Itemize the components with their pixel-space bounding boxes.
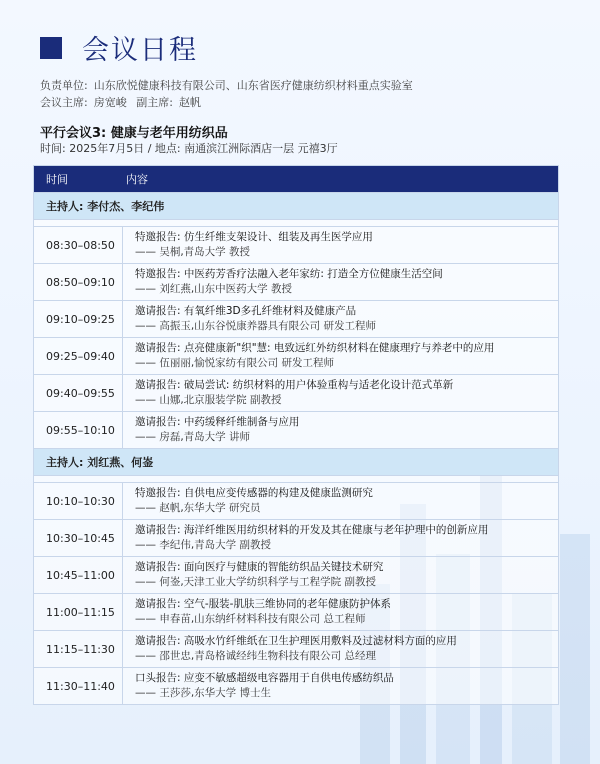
row-topic: 特邀报告: 自供电应变传感器的构建及健康监测研究: [135, 487, 373, 499]
title-square-icon: [40, 37, 62, 59]
row-speaker: —— 邵世忠,青岛格诚经纬生物科技有限公司 总经理: [135, 650, 377, 662]
schedule-table: [33, 165, 559, 705]
table-row: [34, 411, 558, 448]
row-speaker: —— 王莎莎,东华大学 博士生: [135, 687, 272, 699]
row-topic: 邀请报告: 空气-服装-肌肤三维协同的老年健康防护体系: [135, 598, 391, 610]
row-topic: 邀请报告: 面向医疗与健康的智能纺织品关键技术研究: [135, 561, 384, 573]
table-row: [34, 519, 558, 556]
chair-line: [40, 94, 419, 111]
row-time: 09:10–09:25: [34, 301, 123, 337]
row-speaker: —— 刘红燕,山东中医药大学 教授: [135, 283, 293, 295]
spacer: [34, 219, 558, 226]
row-speaker: —— 何崟,天津工业大学纺织科学与工程学院 副教授: [135, 576, 377, 588]
table-header: [34, 166, 558, 192]
row-content: [123, 523, 488, 553]
row-content: [123, 230, 373, 260]
row-time: 11:15–11:30: [34, 631, 123, 667]
table-row: [34, 226, 558, 263]
row-time: 09:25–09:40: [34, 338, 123, 374]
table-row: [34, 482, 558, 519]
row-time: 10:45–11:00: [34, 557, 123, 593]
session-title: 平行会议3: 健康与老年用纺织品: [40, 126, 228, 141]
chair-label: 会议主席:: [40, 96, 88, 109]
row-time: 08:30–08:50: [34, 227, 123, 263]
row-content: [123, 634, 457, 664]
row-content: [123, 415, 299, 445]
chair-value: 房宽峻: [93, 96, 127, 109]
row-topic: 邀请报告: 破局尝试: 纺织材料的用户体验重构与适老化设计范式革新: [135, 379, 454, 391]
table-row: [34, 593, 558, 630]
host-row-2: 主持人: 刘红燕、何崟: [34, 448, 558, 475]
row-content: [123, 486, 373, 516]
table-row: [34, 337, 558, 374]
row-time: 10:30–10:45: [34, 520, 123, 556]
vice-chair-label: 副主席:: [136, 96, 173, 109]
page-header: [40, 28, 198, 67]
row-content: [123, 560, 383, 590]
row-time: 09:55–10:10: [34, 412, 123, 448]
session-info: 时间: 2025年7月5日 / 地点: 南通滨江洲际酒店一层 元禧3厅: [40, 142, 338, 155]
col-time-header: 时间: [46, 173, 68, 186]
row-time: 08:50–09:10: [34, 264, 123, 300]
row-topic: 邀请报告: 高吸水竹纤维纸在卫生护理医用敷料及过滤材料方面的应用: [135, 635, 457, 647]
organizer-value: 山东欣悦健康科技有限公司、山东省医疗健康纺织材料重点实验室: [93, 79, 413, 92]
row-content: [123, 378, 453, 408]
row-time: 11:00–11:15: [34, 594, 123, 630]
row-time: 11:30–11:40: [34, 668, 123, 704]
row-topic: 邀请报告: 有氧纤维3D多孔纤维材料及健康产品: [135, 305, 357, 317]
row-speaker: —— 李纪伟,青岛大学 副教授: [135, 539, 272, 551]
row-content: [123, 597, 391, 627]
row-speaker: —— 高振玉,山东谷悦康养器具有限公司 研发工程师: [135, 320, 377, 332]
row-topic: 口头报告: 应变不敏感超级电容器用于自供电传感纺织品: [135, 672, 394, 684]
row-content: [123, 671, 394, 701]
table-row: [34, 556, 558, 593]
table-row: [34, 263, 558, 300]
table-row: [34, 300, 558, 337]
row-time: 09:40–09:55: [34, 375, 123, 411]
row-topic: 邀请报告: 点亮健康新"织"慧: 电致远红外纺织材料在健康理疗与养老中的应用: [135, 342, 495, 354]
row-speaker: —— 申春苗,山东纳纤材料科技有限公司 总工程师: [135, 613, 366, 625]
spacer: [34, 475, 558, 482]
row-speaker: —— 吴桐,青岛大学 教授: [135, 246, 251, 258]
organizer-label: 负责单位:: [40, 79, 88, 92]
vice-chair-value: 赵帆: [178, 96, 201, 109]
row-topic: 特邀报告: 中医药芳香疗法融入老年家纺: 打造全方位健康生活空间: [135, 268, 443, 280]
row-speaker: —— 伍丽丽,愉悦家纺有限公司 研发工程师: [135, 357, 335, 369]
row-speaker: —— 房磊,青岛大学 讲师: [135, 431, 251, 443]
meeting-meta: [40, 77, 419, 111]
row-topic: 特邀报告: 仿生纤维支架设计、组装及再生医学应用: [135, 231, 373, 243]
row-speaker: —— 赵帆,东华大学 研究员: [135, 502, 261, 514]
row-topic: 邀请报告: 海洋纤维医用纺织材料的开发及其在健康与老年护理中的创新应用: [135, 524, 489, 536]
col-content-header: 内容: [126, 173, 148, 186]
row-topic: 邀请报告: 中药缓释纤维制备与应用: [135, 416, 300, 428]
table-row: [34, 667, 558, 704]
table-row: [34, 630, 558, 667]
organizer-line: [40, 77, 419, 94]
row-content: [123, 304, 376, 334]
row-content: [123, 341, 494, 371]
table-row: [34, 374, 558, 411]
host-row-1: 主持人: 李付杰、李纪伟: [34, 192, 558, 219]
row-content: [123, 267, 443, 297]
page-title: 会议日程: [82, 35, 198, 66]
row-speaker: —— 山娜,北京服装学院 副教授: [135, 394, 282, 406]
row-time: 10:10–10:30: [34, 483, 123, 519]
